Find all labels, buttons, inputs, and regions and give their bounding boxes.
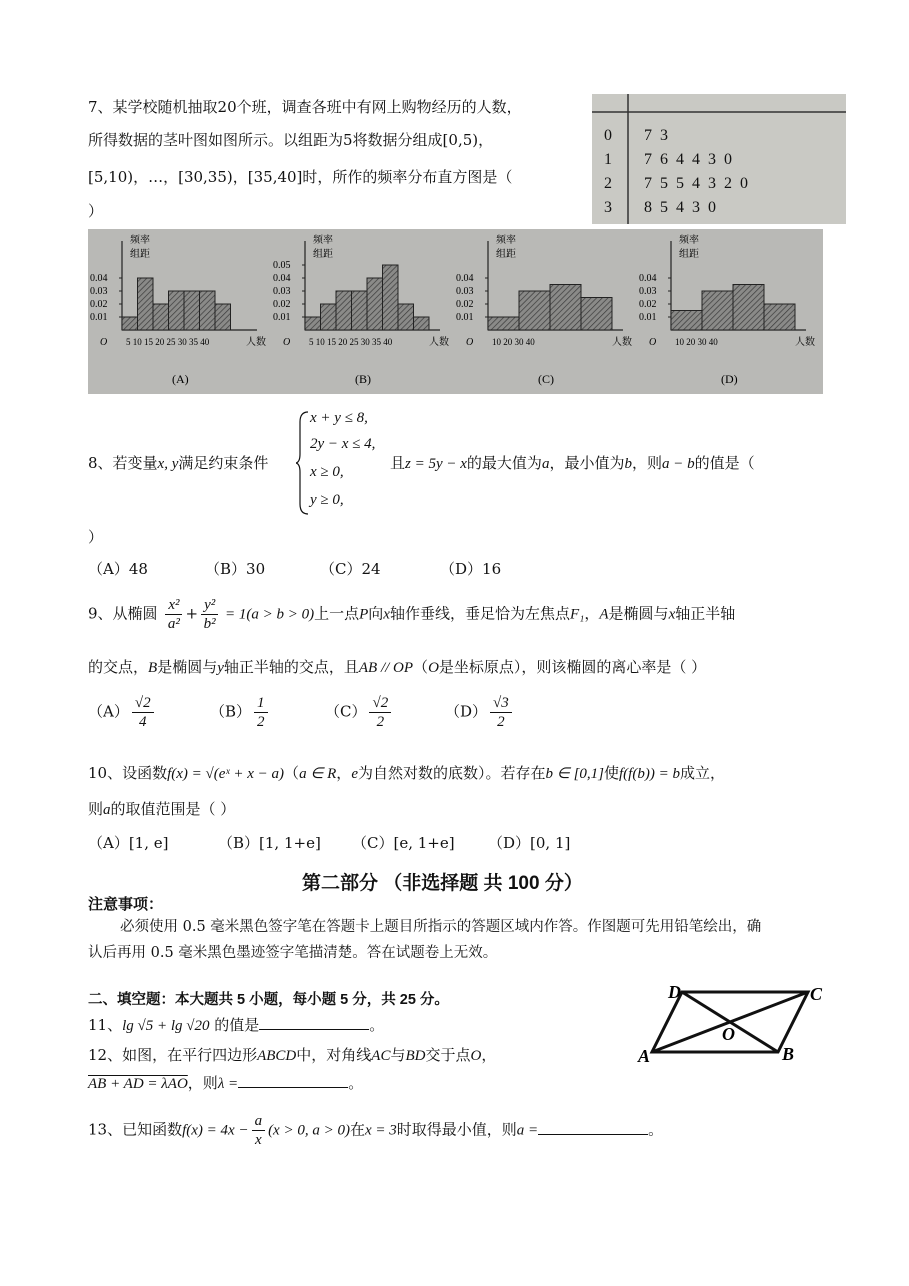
q8-mid: 满足约束条件 xyxy=(178,454,269,472)
q13-c: 时取得最小值，则 xyxy=(396,1120,517,1139)
stem: 2 xyxy=(604,175,612,192)
q13-f: f(x) = 4x − xyxy=(182,1122,249,1139)
frac xyxy=(490,694,512,731)
leaves: 7 3 xyxy=(644,127,668,144)
y-tick-label: 0.02 xyxy=(456,299,474,310)
histogram-bar xyxy=(671,311,702,331)
vertex-d: D xyxy=(668,982,681,1002)
center-o: O xyxy=(722,1024,735,1044)
q13-a: 13、已知函数 xyxy=(88,1120,183,1139)
q10-l2a: 则 xyxy=(88,800,104,818)
q8-suffix5: 的值是（ xyxy=(694,454,755,472)
den: 2 xyxy=(376,714,385,730)
q10-p1: 10、设函数 xyxy=(88,764,168,782)
histogram-bar xyxy=(764,304,795,330)
q9-x2: x xyxy=(668,606,676,623)
q10-option-a: （A）[1, e] xyxy=(88,834,169,852)
q9-p4: 轴作垂线，垂足恰为左焦点 xyxy=(389,604,570,623)
y-label-bottom: 组距 xyxy=(496,249,516,260)
histogram-bar xyxy=(367,278,383,330)
q10-p5: 使 xyxy=(604,764,620,782)
y-tick-label: 0.04 xyxy=(273,273,291,284)
y-tick-label: 0.01 xyxy=(273,312,291,323)
stem-leaf-plot xyxy=(592,94,846,224)
q9-frac-y xyxy=(201,596,218,633)
q9-line-1: 9、从椭圆 $\frac{\text{x²}}{\text{a²}}$ + $\frac{\text{y²}}{\text{b²}}$ = 1(a > b > 0)上一点P向x轴作垂线，垂足恰为左焦点F₁，A是椭圆与x轴正半轴 xyxy=(88,597,736,632)
histogram-bar xyxy=(414,317,430,330)
stem-row-3 xyxy=(604,196,716,220)
option-label: (A) xyxy=(172,372,189,386)
q9-eq-tail: = 1(a > b > 0) xyxy=(221,606,315,623)
q12-abcd: ABCD xyxy=(257,1048,297,1064)
q9-l2a: 的交点， xyxy=(88,658,149,676)
den: b² xyxy=(203,616,216,632)
q9-option-b xyxy=(210,694,271,731)
option-label: (C) xyxy=(538,372,554,386)
option-label: (D) xyxy=(721,372,738,386)
frac xyxy=(369,694,391,731)
q9-O: O xyxy=(428,660,439,676)
q8-z: z = 5y − x xyxy=(405,456,467,472)
label: （A） xyxy=(88,702,129,721)
histogram-bar xyxy=(398,304,414,330)
q9-line-2 xyxy=(88,656,706,677)
q10-line-2 xyxy=(88,798,235,819)
q9-l2e: 是坐标原点），则该椭圆的离心率是（ ） xyxy=(438,658,707,676)
num: 1 xyxy=(254,694,268,713)
stem-row-1 xyxy=(604,148,732,172)
histogram-bar xyxy=(352,291,368,330)
q9-p3: 向 xyxy=(368,604,384,623)
num: x² xyxy=(165,596,182,615)
histogram-bar xyxy=(305,317,321,330)
y-label-bottom: 组距 xyxy=(679,249,699,260)
q13-x: x = 3 xyxy=(364,1122,397,1139)
q7-line-1: 7、某学校随机抽取20个班，调查各班中有网上购物经历的人数， xyxy=(88,98,522,116)
q11-expr: lg √5 + lg √20 xyxy=(122,1018,210,1034)
part2-title: 第二部分 （非选择题 共 100 分） xyxy=(302,873,583,894)
q9-l2b: 是椭圆与 xyxy=(157,658,218,676)
q10-p4: 为自然对数的底数）。若存在 xyxy=(357,764,546,782)
y-tick-label: 0.04 xyxy=(90,273,108,284)
x-tick-labels: 5 10 15 20 25 30 35 40 xyxy=(309,337,393,347)
q8-suffix2: 的最大值为 xyxy=(466,454,542,472)
stem-row-2 xyxy=(604,172,748,196)
y-tick-label: 0.05 xyxy=(273,260,291,271)
stem-row-0 xyxy=(604,124,668,148)
parallelogram-figure xyxy=(632,978,832,1068)
q7-line-2: 所得数据的茎叶图如图所示。以组距为5将数据分组成[0,5)， xyxy=(88,131,494,149)
q9-y: y xyxy=(217,660,224,676)
y-tick-label: 0.01 xyxy=(90,312,108,323)
q12-o: O xyxy=(470,1048,482,1064)
leaves: 7 5 5 4 3 2 0 xyxy=(644,175,748,192)
notice-line-1: 必须使用 0.5 毫米黑色签字笔在答题卡上题目所指示的答题区域内作答。作图题可先用铅笔绘出，确 xyxy=(120,919,762,935)
notice-line-2: 认后再用 0.5 毫米黑色墨迹签字笔描清楚。答在试题卷上无效。 xyxy=(88,945,498,961)
q13-b: 在 xyxy=(349,1120,365,1139)
q7-line-3: [5,10)，…，[30,35)，[35,40]时，所作的频率分布直方图是（ xyxy=(88,168,513,186)
constraint-4: y ≥ 0, xyxy=(310,492,344,508)
histogram-bar xyxy=(581,298,612,331)
q12-b: 中，对角线 xyxy=(296,1046,372,1064)
origin-label: O xyxy=(283,337,291,348)
y-label-bottom: 组距 xyxy=(313,249,333,260)
q13-d: 。 xyxy=(648,1120,664,1139)
y-tick-label: 0.03 xyxy=(639,286,657,297)
q12-vec: AB + AD = λAO xyxy=(88,1076,188,1092)
q8-option-c: （C）24 xyxy=(320,560,381,578)
q9-frac-x xyxy=(165,596,182,633)
q13-a2: a = xyxy=(516,1122,539,1139)
x-tick-labels: 10 20 30 40 xyxy=(492,337,535,347)
q11 xyxy=(88,1014,384,1035)
q9-p1: 9、从椭圆 xyxy=(88,604,158,623)
q7-line-4: ） xyxy=(88,202,104,220)
y-label-bottom: 组距 xyxy=(130,249,150,260)
leaves: 7 6 4 4 3 0 xyxy=(644,151,732,168)
histogram-bar xyxy=(200,291,216,330)
constraint-1: x + y ≤ 8, xyxy=(310,410,368,426)
q10-option-b: （B）[1, 1+e] xyxy=(218,834,321,852)
q8-tail xyxy=(390,452,755,473)
q8-suffix4: ，则 xyxy=(631,454,662,472)
q12-a: 12、如图，在平行四边形 xyxy=(88,1046,258,1064)
q8-suffix3: ，最小值为 xyxy=(549,454,625,472)
q10-ffb: f(f(b)) = b xyxy=(619,766,680,782)
y-tick-label: 0.02 xyxy=(639,299,657,310)
q8-b: b xyxy=(624,456,632,472)
y-tick-label: 0.02 xyxy=(273,299,291,310)
y-label-top: 频率 xyxy=(130,235,150,246)
den: x xyxy=(254,1132,262,1148)
q10-line-1 xyxy=(88,762,725,783)
q12-g: 。 xyxy=(348,1074,364,1092)
q10-b01: b ∈ [0,1] xyxy=(545,766,604,782)
q12-line-1 xyxy=(88,1044,496,1065)
q10-l2b: 的取值范围是（ ） xyxy=(110,800,236,818)
num: a xyxy=(252,1112,266,1131)
q8-stem xyxy=(88,452,268,473)
q8-option-d: （D）16 xyxy=(440,560,502,578)
constraint-2: 2y − x ≤ 4, xyxy=(310,436,376,452)
q8-vars: x, y xyxy=(157,456,179,472)
label: （C） xyxy=(325,702,367,721)
x-axis-label: 人数 xyxy=(795,337,815,348)
q10-option-d: （D）[0, 1] xyxy=(488,834,571,852)
q9-A: A xyxy=(599,606,609,623)
q10-option-c: （C）[e, 1+e] xyxy=(352,834,455,852)
histogram-bar xyxy=(169,291,185,330)
q8-option-b: （B）30 xyxy=(205,560,266,578)
y-label-top: 频率 xyxy=(313,235,333,246)
q9-option-a xyxy=(88,694,157,731)
y-tick-label: 0.03 xyxy=(90,286,108,297)
y-tick-label: 0.03 xyxy=(273,286,291,297)
q9-option-c xyxy=(325,694,394,731)
q8-a: a xyxy=(541,456,550,472)
x-axis-label: 人数 xyxy=(246,337,266,348)
q10-p3: ， xyxy=(336,764,352,782)
q9-l2c: 轴正半轴的交点，且 xyxy=(223,658,359,676)
q8-ab: a − b xyxy=(661,456,695,472)
histogram-bar xyxy=(550,285,581,331)
q12-ac: AC xyxy=(371,1048,391,1064)
q12-lambda: λ = xyxy=(217,1076,239,1092)
x-axis-label: 人数 xyxy=(429,337,449,348)
den: 2 xyxy=(497,714,505,730)
q12-f: ，则 xyxy=(187,1074,218,1092)
q10-e: e xyxy=(351,766,358,782)
q8-suffix1: 且 xyxy=(390,454,406,472)
x-tick-labels: 5 10 15 20 25 30 35 40 xyxy=(126,337,210,347)
option-label: (B) xyxy=(355,372,371,386)
x-tick-labels: 10 20 30 40 xyxy=(675,337,718,347)
frac xyxy=(254,694,268,731)
y-label-top: 频率 xyxy=(679,235,699,246)
den: 4 xyxy=(138,714,147,730)
q9-P: P xyxy=(359,606,369,623)
histogram-bar xyxy=(153,304,169,330)
x-axis-label: 人数 xyxy=(612,337,632,348)
q12-line-2 xyxy=(88,1072,363,1093)
q12-c: 与 xyxy=(390,1046,406,1064)
num: y² xyxy=(201,596,218,615)
y-tick-label: 0.04 xyxy=(456,273,474,284)
y-tick-label: 0.01 xyxy=(639,312,657,323)
num: √3 xyxy=(490,694,512,713)
histogram-bar xyxy=(336,291,352,330)
q8-close: ） xyxy=(88,528,104,546)
histogram-bar xyxy=(215,304,231,330)
q10-a: a xyxy=(103,802,111,818)
q11-text: 的值是 xyxy=(209,1016,260,1034)
q13 xyxy=(88,1112,663,1149)
q11-answer-blank[interactable] xyxy=(259,1015,369,1030)
q10-f: f(x) = √(eˣ + x − a) xyxy=(167,766,285,782)
vertex-a: A xyxy=(638,1046,651,1066)
constraint-brace xyxy=(296,410,310,516)
q12-d: 交于点 xyxy=(425,1046,471,1064)
label: （B） xyxy=(210,702,252,721)
histogram-bar xyxy=(138,278,154,330)
leaves: 8 5 4 3 0 xyxy=(644,199,716,216)
q13-answer-blank[interactable] xyxy=(538,1120,648,1135)
q8-prefix: 8、若变量 xyxy=(88,454,158,472)
histogram-bar xyxy=(733,285,764,331)
vertex-c: C xyxy=(810,984,823,1004)
y-label-top: 频率 xyxy=(496,235,516,246)
q12-e: ， xyxy=(481,1046,497,1064)
num: √2 xyxy=(132,694,154,713)
stem: 3 xyxy=(604,199,612,216)
histogram-bar xyxy=(488,317,519,330)
q12-answer-blank[interactable] xyxy=(238,1073,348,1088)
origin-label: O xyxy=(100,337,108,348)
histogram-bar xyxy=(519,291,550,330)
q9-x: x xyxy=(383,606,390,623)
q8-option-a: （A）48 xyxy=(88,560,148,578)
q11-end: 。 xyxy=(369,1016,385,1034)
y-tick-label: 0.03 xyxy=(456,286,474,297)
y-tick-label: 0.04 xyxy=(639,273,657,284)
q9-p5: ， xyxy=(584,604,600,623)
q9-p6: 是椭圆与 xyxy=(608,604,669,623)
vertex-b: B xyxy=(782,1044,795,1064)
num: √2 xyxy=(369,694,391,713)
histogram-options-image xyxy=(88,229,823,394)
frac xyxy=(132,694,154,731)
q10-p2: （ xyxy=(284,764,300,782)
origin-label: O xyxy=(466,337,474,348)
q11-num: 11、 xyxy=(88,1016,123,1034)
stem: 1 xyxy=(604,151,612,168)
den: a² xyxy=(167,616,180,632)
q9-par: AB // OP xyxy=(358,660,414,676)
notice-title: 注意事项： xyxy=(88,896,164,913)
q9-B: B xyxy=(148,660,158,676)
stem: 0 xyxy=(604,127,612,144)
q9-l2d: （ xyxy=(413,658,429,676)
label: （D） xyxy=(445,702,488,721)
histogram-bar xyxy=(383,265,399,330)
y-tick-label: 0.01 xyxy=(456,312,474,323)
q9-F1: F₁ xyxy=(569,606,585,623)
origin-label: O xyxy=(649,337,657,348)
histogram-bar xyxy=(702,291,733,330)
q12-bd: BD xyxy=(405,1048,426,1064)
histogram-bar xyxy=(321,304,337,330)
q9-p2: 上一点 xyxy=(314,604,360,623)
y-tick-label: 0.02 xyxy=(90,299,108,310)
histogram-bar xyxy=(184,291,200,330)
q13-frac xyxy=(252,1112,266,1149)
q9-option-d xyxy=(445,694,515,731)
histogram-bar xyxy=(122,317,138,330)
q10-p6: 成立， xyxy=(679,764,725,782)
q9-p7: 轴正半轴 xyxy=(675,604,736,623)
q13-cond: (x > 0, a > 0) xyxy=(268,1122,350,1139)
den: 2 xyxy=(257,714,265,730)
constraint-3: x ≥ 0, xyxy=(310,464,344,480)
section2-title: 二、填空题：本大题共 5 小题，每小题 5 分，共 25 分。 xyxy=(88,992,449,1008)
q10-aR: a ∈ R xyxy=(299,766,337,782)
